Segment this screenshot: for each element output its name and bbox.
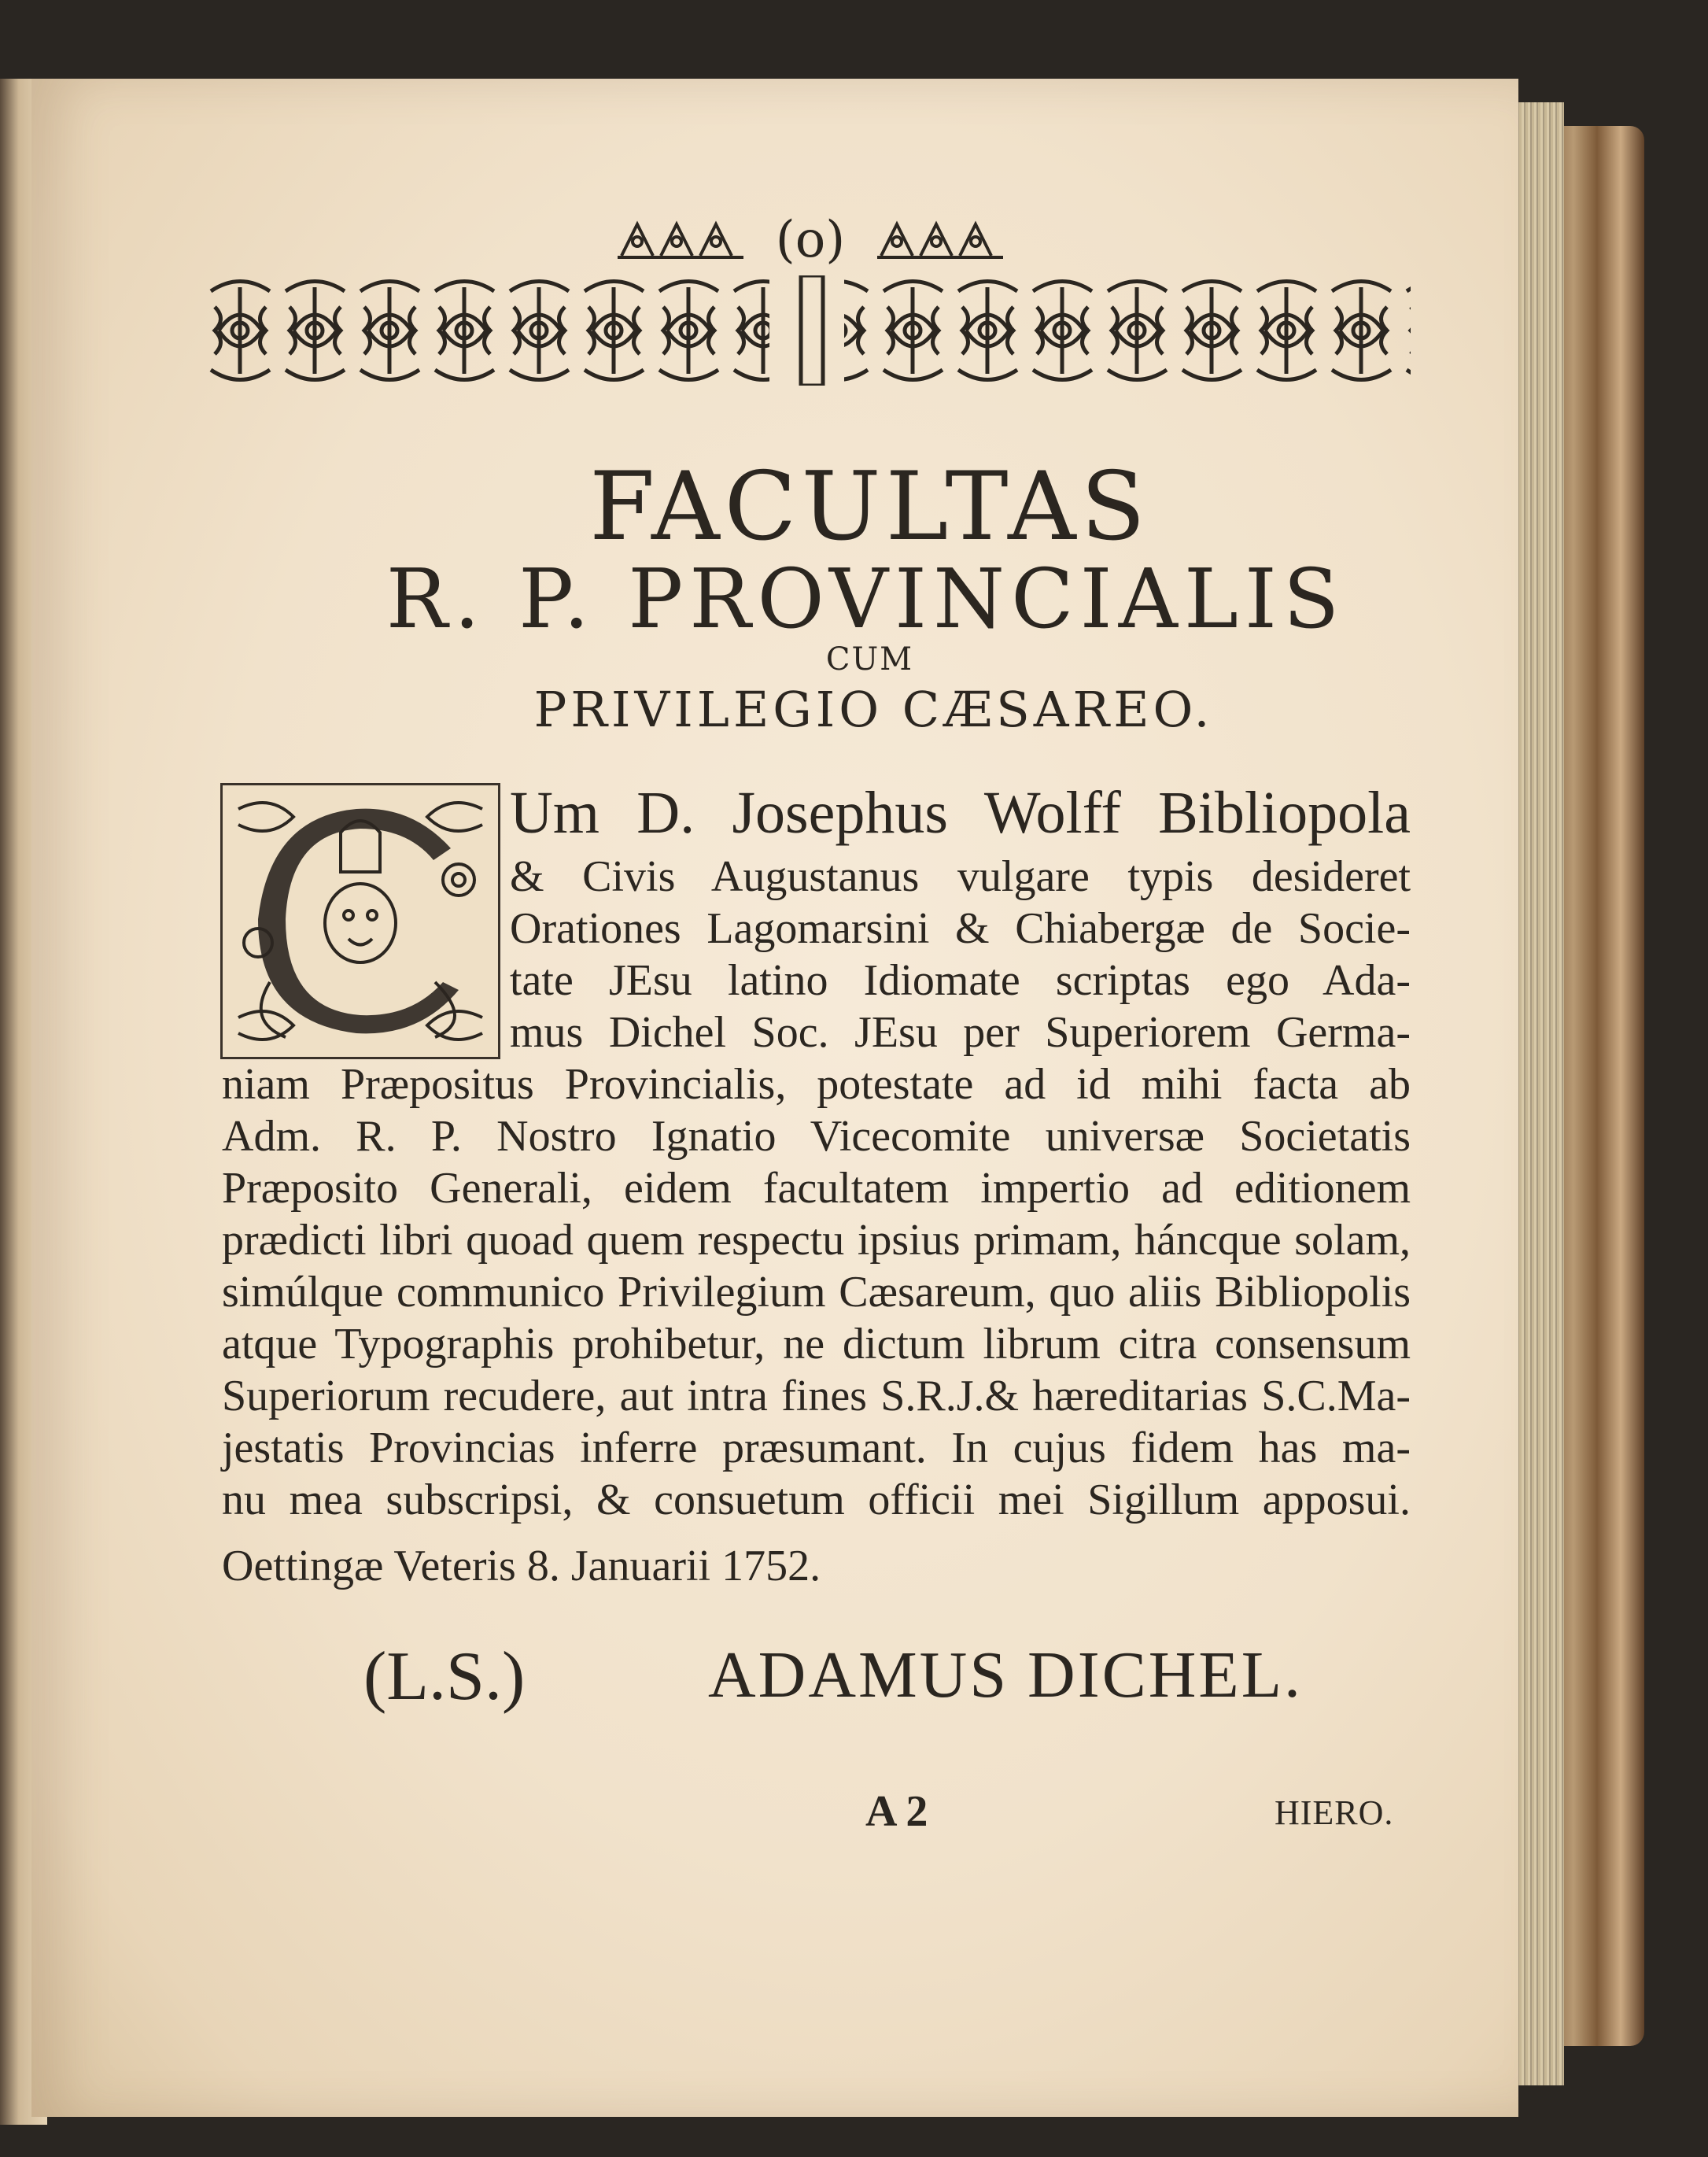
body-line: simúlque communico Privilegium Cæsareum, quo aliis Bibliopolis xyxy=(222,1268,1411,1317)
title-provincialis: R. P. PROVINCIALIS xyxy=(385,551,1346,647)
page-mark: (o) xyxy=(775,211,846,269)
ornamental-band-icon xyxy=(203,275,1411,386)
ornament-right-icon xyxy=(873,218,1007,262)
decorated-initial-c-icon xyxy=(220,783,500,1059)
body-line: Superiorum recudere, aut intra fines S.R.J.& hæreditarias S.C.Ma- xyxy=(222,1372,1411,1420)
signatory-name: ADAMUS DICHEL. xyxy=(708,1638,1303,1712)
body-line: & Civis Augustanus vulgare typis desideret xyxy=(510,852,1411,901)
running-head xyxy=(566,212,1054,268)
body-line: niam Præpositus Provincialis, potestate ad id mihi facta ab xyxy=(222,1060,1411,1109)
body-line: prædicti libri quoad quem respectu ipsius primam, háncque solam, xyxy=(222,1216,1411,1265)
body-line-first: Um D. Josephus Wolff Bibliopola xyxy=(510,780,1411,846)
body-line: tate JEsu latino Idiomate scriptas ego Ada- xyxy=(510,956,1411,1005)
body-line: Orationes Lagomarsini & Chiabergæ de Socie- xyxy=(510,904,1411,953)
date-line: Oettingæ Veteris 8. Januarii 1752. xyxy=(222,1542,821,1590)
body-line: Adm. R. P. Nostro Ignatio Vicecomite universæ Societatis xyxy=(222,1112,1411,1161)
body-line: Præposito Generali, eidem facultatem impertio ad editionem xyxy=(222,1164,1411,1213)
title-cum: CUM xyxy=(825,641,914,678)
ornament-left-icon xyxy=(614,218,747,262)
title-facultas: FACULTAS xyxy=(589,452,1150,562)
signature-mark: A 2 xyxy=(865,1787,928,1836)
body-line: mus Dichel Soc. JEsu per Superiorem Germa- xyxy=(510,1008,1411,1057)
body-line: atque Typographis prohibetur, ne dictum librum citra consensum xyxy=(222,1320,1411,1368)
title-privilegio: PRIVILEGIO CÆSAREO. xyxy=(533,681,1214,738)
body-line: jestatis Provincias inferre præsumant. In cujus fidem has ma- xyxy=(222,1424,1411,1472)
body-line: nu mea subscripsi, & consuetum officii mei Sigillum apposui. xyxy=(222,1476,1411,1524)
seal-mark: (L.S.) xyxy=(363,1638,526,1715)
catchword: HIERO. xyxy=(1275,1793,1394,1832)
